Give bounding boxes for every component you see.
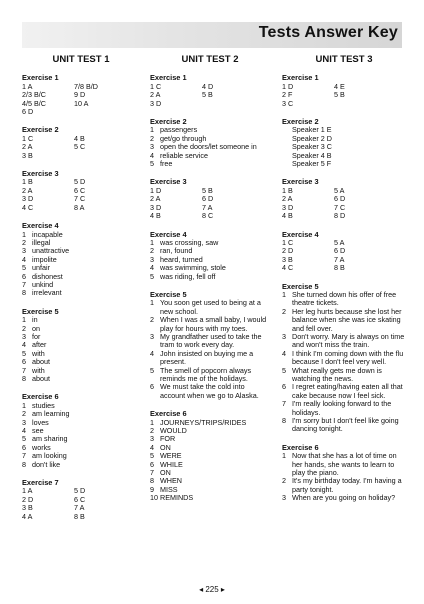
answer-cell: 8 B	[334, 263, 345, 273]
answer-cell: 9 D	[74, 90, 86, 100]
item-text: My grandfather used to take the tram to work every day.	[160, 331, 262, 350]
item-number: 8	[282, 416, 286, 426]
answer-cell: 7 A	[202, 202, 213, 212]
item-text: open the doors/let someone in	[160, 142, 257, 152]
item-number: 4	[22, 254, 26, 264]
item-text: impolite	[32, 254, 57, 264]
item-number: 6	[22, 271, 26, 281]
item-text: after	[32, 340, 47, 350]
item-text: with	[32, 348, 45, 358]
item-text: on	[32, 323, 40, 333]
item-number: 6	[22, 357, 26, 367]
item-text: about	[32, 357, 50, 367]
answer-item	[22, 461, 140, 469]
answer-cell: 1 B	[282, 185, 293, 195]
item-number: 2	[22, 409, 26, 419]
item-text: MISS	[160, 484, 178, 494]
answer-item	[282, 494, 406, 502]
item-text: WERE	[160, 451, 182, 461]
answer-cell: 4 D	[202, 81, 214, 91]
exercise-block	[150, 291, 270, 400]
item-text: I think I'm coming down with the flu because I don't feel very well.	[292, 348, 404, 367]
answer-cell: 1 C	[150, 81, 162, 91]
exercise-block	[150, 74, 270, 108]
item-number: 9	[150, 484, 154, 494]
answer-cell: 3 B	[282, 254, 293, 264]
item-text: Speaker 2 D	[292, 133, 332, 143]
answer-cell: 2 A	[22, 142, 33, 152]
item-text: studies	[32, 400, 55, 410]
item-number: 4	[22, 426, 26, 436]
answer-cell: 5 A	[334, 237, 345, 247]
item-text: Now that she has a lot of time on her hands, she wants to learn to play the piano.	[292, 451, 397, 478]
answer-cell: 3 C	[282, 98, 294, 108]
exercise-block	[150, 118, 270, 168]
item-text: illegal	[32, 237, 51, 247]
answer-cell: 4 A	[22, 511, 33, 521]
exercise-block	[282, 118, 406, 168]
item-number	[282, 152, 292, 160]
item-number: 1	[150, 237, 154, 247]
answer-cell: 2 F	[282, 90, 293, 100]
item-text: don't like	[32, 459, 61, 469]
answer-cell: 3 D	[22, 194, 34, 204]
exercise-title: Exercise 4	[150, 229, 187, 239]
item-number: 3	[22, 246, 26, 256]
item-number: 10	[150, 493, 158, 503]
item-text: incapable	[32, 229, 63, 239]
item-text: was riding, fell off	[160, 271, 216, 281]
item-number	[282, 143, 292, 151]
answer-item	[282, 350, 406, 367]
item-number: 1	[22, 229, 26, 239]
answer-cell	[202, 100, 252, 108]
answer-cell: 3 B	[22, 503, 33, 513]
item-text: see	[32, 426, 44, 436]
answer-item	[150, 299, 270, 316]
answer-item	[282, 333, 406, 350]
item-number: 8	[22, 459, 26, 469]
exercise-title: Exercise 1	[282, 73, 319, 83]
exercise-title: Exercise 1	[150, 73, 187, 83]
item-number: 4	[150, 442, 154, 452]
item-number: 4	[150, 263, 154, 273]
answer-cell: 2 D	[282, 246, 294, 256]
answer-item	[150, 316, 270, 333]
answer-cell: 4 B	[282, 211, 293, 221]
item-text: Speaker 1 E	[292, 125, 332, 135]
answer-cell: 8 A	[74, 202, 85, 212]
answer-cell: 4 C	[282, 263, 294, 273]
answer-cell: 6 D	[334, 246, 346, 256]
answer-grid	[150, 187, 270, 221]
exercise-block	[22, 170, 140, 212]
answer-cell: 2 D	[22, 494, 34, 504]
answer-cell: 6 C	[74, 185, 86, 195]
item-number: 6	[22, 442, 26, 452]
item-number: 7	[22, 279, 26, 289]
answer-cell: 4 C	[22, 202, 34, 212]
answer-grid	[22, 135, 140, 160]
answer-item	[282, 383, 406, 400]
item-number: 2	[22, 323, 26, 333]
item-text: in	[32, 315, 38, 325]
item-text: for	[32, 331, 41, 341]
answer-cell: 1 A	[22, 81, 33, 91]
item-number: 2	[22, 237, 26, 247]
item-text: She turned down his offer of free theatre tickets.	[292, 289, 397, 308]
item-text: unattractive	[32, 246, 70, 256]
exercise-block	[22, 74, 140, 116]
answer-item	[150, 350, 270, 367]
answer-cell: 2 A	[22, 185, 33, 195]
answer-item	[150, 333, 270, 350]
answer-cell: 8 C	[202, 211, 214, 221]
exercise-title: Exercise 1	[22, 73, 59, 83]
item-text: I'm really looking forward to the holidays.	[292, 399, 392, 417]
exercise-title: Exercise 6	[150, 409, 187, 419]
exercise-title: Exercise 3	[150, 177, 187, 187]
item-text: We must take the cold into account when we go to Alaska.	[160, 382, 259, 400]
item-text: Don't worry. Mary is always on time and won't miss the train.	[292, 331, 405, 350]
item-number: 6	[150, 459, 154, 469]
answer-cell: 5 D	[74, 486, 86, 496]
item-number: 5	[150, 365, 154, 375]
item-text: You soon get used to being at a new school.	[160, 298, 261, 316]
item-number: 1	[150, 417, 154, 427]
answer-cell: 1 D	[282, 81, 294, 91]
item-number: 4	[22, 340, 26, 350]
exercise-block	[150, 231, 270, 281]
item-text: WHEN	[160, 476, 182, 486]
item-number: 2	[150, 315, 154, 325]
answer-cell: 6 D	[334, 194, 346, 204]
item-number: 5	[22, 348, 26, 358]
item-number: 7	[282, 399, 286, 409]
exercise-block	[22, 308, 140, 384]
item-number	[282, 135, 292, 143]
item-number: 3	[22, 331, 26, 341]
item-text: What really gets me down is watching the news.	[292, 365, 382, 383]
item-number: 3	[150, 142, 154, 152]
answer-grid	[22, 178, 140, 212]
answer-cell: 5 B	[202, 90, 213, 100]
answer-cell: 6 C	[74, 494, 86, 504]
answer-item	[22, 289, 140, 297]
exercise-title: Exercise 2	[22, 125, 59, 135]
answer-cell: 7 A	[74, 503, 85, 513]
item-number: 2	[282, 476, 286, 486]
column-heading: UNIT TEST 2	[181, 54, 239, 65]
item-text: When are you going on holiday?	[292, 493, 396, 503]
answer-cell: 7 A	[334, 254, 345, 264]
answer-item	[282, 308, 406, 333]
answer-cell	[334, 100, 384, 108]
answer-cell: 7 C	[334, 202, 346, 212]
answer-cell: 2 A	[150, 194, 161, 204]
item-number: 8	[150, 476, 154, 486]
item-text: I'm sorry but I don't feel like going dancing tonight.	[292, 416, 399, 434]
exercise-block	[22, 126, 140, 160]
item-text: Her leg hurts because she lost her balance when she was ice skating and fell over.	[292, 306, 402, 333]
item-number: 6	[150, 382, 154, 392]
item-text: unkind	[32, 279, 54, 289]
item-text: reliable service	[160, 150, 208, 160]
item-number: 8	[22, 374, 26, 383]
exercise-title: Exercise 7	[22, 478, 59, 488]
column-heading: UNIT TEST 3	[315, 54, 373, 65]
exercise-block	[282, 231, 406, 273]
item-number: 1	[150, 125, 154, 135]
item-text: Speaker 5 F	[292, 159, 332, 169]
answer-cell: 7/8 B/D	[74, 81, 98, 91]
answer-item	[282, 400, 406, 417]
item-number: 3	[150, 331, 154, 341]
answer-cell: 2 A	[150, 90, 161, 100]
exercise-block	[22, 393, 140, 469]
item-text: am looking	[32, 451, 67, 461]
answer-item	[282, 160, 406, 168]
item-text: When I was a small baby, I would play for hours with my toes.	[160, 315, 267, 333]
exercise-block	[282, 444, 406, 503]
item-text: was swimming, stole	[160, 263, 226, 273]
item-number: 2	[150, 246, 154, 256]
exercise-block	[282, 178, 406, 220]
exercise-title: Exercise 5	[150, 289, 187, 299]
item-number: 5	[150, 271, 154, 281]
item-number: 1	[22, 400, 26, 410]
item-text: ON	[160, 442, 171, 452]
answer-cell: 5 C	[74, 142, 86, 152]
answer-cell: 3 D	[150, 202, 162, 212]
item-text: WOULD	[160, 426, 187, 436]
item-text: get/go through	[160, 133, 207, 143]
answer-cell: 4 E	[334, 81, 345, 91]
answer-item	[150, 367, 270, 384]
answer-cell: 5 D	[74, 177, 86, 187]
item-number: 7	[22, 365, 26, 375]
item-text: JOURNEYS/TRIPS/RIDES	[160, 417, 247, 427]
item-number: 4	[150, 150, 154, 160]
item-text: am learning	[32, 409, 70, 419]
answer-cell: 3 D	[150, 98, 162, 108]
answer-item	[282, 417, 406, 434]
answer-cell: 1 B	[22, 177, 33, 187]
item-number: 2	[282, 306, 286, 316]
item-text: was crossing, saw	[160, 237, 219, 247]
column-heading: UNIT TEST 1	[52, 54, 110, 65]
item-text: heard, turned	[160, 254, 203, 264]
item-number: 6	[282, 382, 286, 392]
answer-item	[282, 477, 406, 494]
item-text: John insisted on buying me a present.	[160, 348, 254, 367]
item-text: about	[32, 374, 50, 383]
item-text: Speaker 4 B	[292, 150, 332, 160]
answer-item	[150, 273, 270, 281]
item-number	[282, 126, 292, 134]
item-number: 3	[22, 417, 26, 427]
exercise-title: Exercise 6	[22, 392, 59, 402]
answer-cell: 5 B	[334, 90, 345, 100]
item-text: works	[32, 442, 51, 452]
answer-item	[150, 494, 270, 502]
item-text: The smell of popcorn always reminds me of the holidays.	[160, 365, 252, 383]
item-number: 1	[22, 315, 26, 325]
answer-cell: 4 B	[74, 133, 85, 143]
item-number: 3	[150, 434, 154, 444]
answer-cell: 6 D	[22, 107, 34, 117]
item-text: passengers	[160, 125, 198, 135]
item-number	[282, 160, 292, 168]
item-number: 3	[150, 254, 154, 264]
item-number: 3	[282, 331, 286, 341]
column-unit-test-1	[22, 56, 140, 531]
item-number: 1	[282, 289, 286, 299]
exercise-block	[22, 479, 140, 521]
column-unit-test-3	[282, 56, 406, 513]
item-number: 5	[22, 434, 26, 444]
exercise-title: Exercise 4	[282, 229, 319, 239]
answer-item	[150, 160, 270, 168]
item-text: ran, found	[160, 246, 193, 256]
item-number: 1	[282, 451, 286, 461]
answer-cell: 2 A	[282, 194, 293, 204]
exercise-title: Exercise 2	[282, 117, 319, 127]
item-text: FOR	[160, 434, 176, 444]
answer-cell: 5 A	[334, 185, 345, 195]
item-text: free	[160, 159, 173, 169]
item-text: with	[32, 365, 45, 375]
answer-cell: 6 D	[202, 194, 214, 204]
answer-cell: 1 D	[150, 185, 162, 195]
item-text: REMINDS	[160, 493, 194, 503]
item-number: 5	[150, 451, 154, 461]
page-number: ◂ 225 ▸	[199, 585, 225, 594]
answer-item	[22, 375, 140, 383]
item-number: 4	[282, 348, 286, 358]
answer-grid	[150, 83, 270, 108]
item-text: am sharing	[32, 434, 68, 444]
answer-item	[282, 367, 406, 384]
answer-cell: 1 C	[22, 133, 34, 143]
item-text: irrelevant	[32, 288, 62, 298]
item-text: ON	[160, 468, 171, 478]
exercise-block	[282, 283, 406, 434]
answer-item	[150, 383, 270, 400]
answer-cell: 3 D	[282, 202, 294, 212]
answer-grid	[282, 83, 406, 108]
item-text: unfair	[32, 263, 50, 273]
exercise-title: Exercise 5	[22, 306, 59, 316]
exercise-title: Exercise 2	[150, 117, 187, 127]
item-text: WHILE	[160, 459, 183, 469]
answer-item	[282, 291, 406, 308]
page-title: Tests Answer Key	[258, 24, 398, 41]
exercise-block	[22, 222, 140, 298]
exercise-title: Exercise 5	[282, 281, 319, 291]
item-number: 3	[282, 493, 286, 503]
column-unit-test-2	[150, 56, 270, 513]
answer-grid	[22, 83, 140, 117]
answer-cell: 7 C	[74, 194, 86, 204]
exercise-title: Exercise 4	[22, 221, 59, 231]
answer-cell: 3 B	[22, 150, 33, 160]
item-number: 7	[22, 451, 26, 461]
answer-cell	[74, 108, 124, 116]
exercise-block	[150, 410, 270, 502]
exercise-title: Exercise 3	[22, 169, 59, 179]
exercise-title: Exercise 6	[282, 442, 319, 452]
item-text: loves	[32, 417, 49, 427]
exercise-title: Exercise 3	[282, 177, 319, 187]
answer-grid	[282, 187, 406, 221]
item-number: 2	[150, 133, 154, 143]
item-text: Speaker 3 C	[292, 142, 332, 152]
answer-cell: 4 B	[150, 211, 161, 221]
answer-grid	[282, 239, 406, 273]
item-text: It's my birthday today. I'm having a party tonight.	[292, 476, 402, 494]
answer-cell: 2/3 B/C	[22, 90, 46, 100]
item-text: dishonest	[32, 271, 63, 281]
item-number: 1	[150, 298, 154, 308]
item-text: I regret eating/having eaten all that cake because now I feel sick.	[292, 382, 403, 400]
exercise-block	[150, 178, 270, 220]
answer-grid	[22, 487, 140, 521]
item-number: 4	[150, 348, 154, 358]
exercise-block	[282, 74, 406, 108]
answer-cell: 1 A	[22, 486, 33, 496]
answer-cell	[74, 152, 124, 160]
item-number: 7	[150, 468, 154, 478]
answer-cell: 10 A	[74, 98, 89, 108]
answer-cell: 1 C	[282, 237, 294, 247]
answer-cell: 4/5 B/C	[22, 98, 46, 108]
item-number: 5	[150, 159, 154, 169]
item-number: 5	[282, 365, 286, 375]
item-number: 2	[150, 426, 154, 436]
item-number: 8	[22, 288, 26, 298]
item-number: 5	[22, 263, 26, 273]
answer-cell: 8 D	[334, 211, 346, 221]
answer-cell: 8 B	[74, 511, 85, 521]
answer-item	[282, 452, 406, 477]
answer-cell: 5 B	[202, 185, 213, 195]
